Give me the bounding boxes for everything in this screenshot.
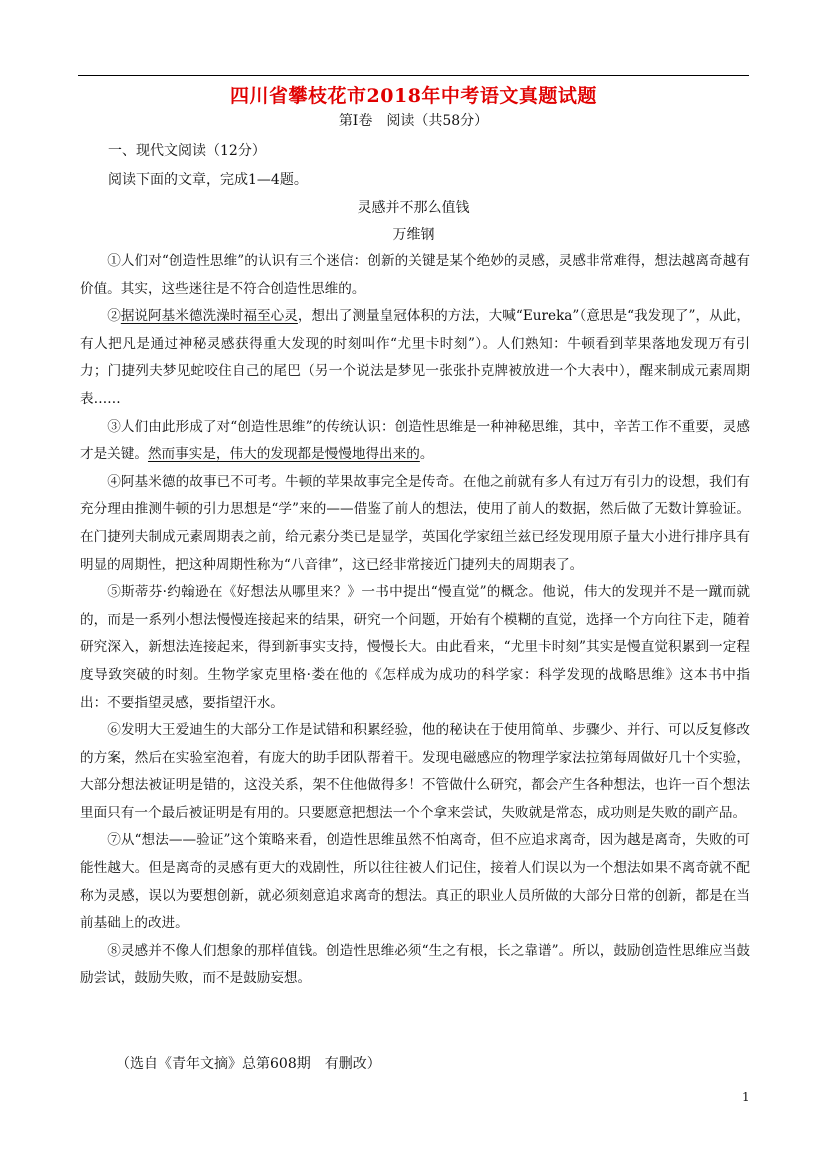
- paragraph-2-number: ②: [107, 308, 121, 325]
- article-title: 灵感并不那么值钱: [357, 200, 470, 216]
- page-number: 1: [742, 1090, 750, 1104]
- paragraph-3-end: 。: [419, 446, 434, 463]
- article-author: 万维钢: [392, 227, 435, 243]
- paragraph-3-text: ③人们由此形成了对“创造性思维”的传统认识：创造性思维是一种神秘思维，其中，辛苦工作不重要，灵感才是关键。: [80, 418, 750, 463]
- paragraph-5: ⑤斯蒂芬·约翰逊在《好想法从哪里来？》一书中提出“慢直觉”的概念。他说，伟大的发现并不是一蹴而就的，而是一系列小想法慢慢连接起来的结果，研究一个问题，开始有个模糊的直觉，选择一个方向往下走，随着研究深入，新想法连接起来，得到新事实支持，慢慢长大。由此看来，“尤里卡时刻”其实是慢直觉积累到一定程度导致突破的时刻。生物学家克里格·娄在他的《怎样成为成功的科学家：科学发现的战略思维》这本书中指出：不要指望灵感，要指望汗水。: [80, 584, 750, 711]
- paragraph-3: [80, 414, 750, 469]
- part-subtitle: 第Ⅰ卷 阅读（共58分）: [338, 113, 489, 129]
- paragraph-1: ①人们对“创造性思维”的认识有三个迷信：创新的关键是某个绝妙的灵感，灵感非常难得，想法越离奇越有价值。其实，这些迷往是不符合创造性思维的。: [80, 253, 750, 297]
- paragraph-7: ⑦从“想法——验证”这个策略来看，创造性思维虽然不怕离奇，但不应追求离奇，因为越是离奇，失败的可能性越大。但是离奇的灵感有更大的戏剧性，所以往往被人们记住，接着人们误以为一个想法如果不离奇就不配称为灵感，误以为要想创新，就必须刻意追求离奇的想法。真正的职业人员所做的大部分日常的创新，都是在当前基础上的改进。: [80, 832, 750, 932]
- paragraph-2: [80, 303, 750, 413]
- paragraph-2-text: ，想出了测量皇冠体积的方法，大喊“Eureka”（意思是“我发现了”，从此，有人把凡是通过神秘灵感获得重大发现的时刻叫作“尤里卡时刻”）。人们熟知：牛顿看到苹果落地发现万有引力；门捷列夫梦见蛇咬住自己的尾巴（另一个说法是梦见一张张扑克牌被放进一个大表中），醒来制成元素周期表……: [80, 308, 751, 407]
- reading-instruction: 阅读下面的文章，完成1—4题。: [108, 172, 308, 188]
- underlined-sentence-archimedes: 据说阿基米德洗澡时福至心灵: [120, 308, 298, 325]
- underlined-sentence-discovery: 然而事实是，伟大的发现都是慢慢地得出来的: [147, 446, 420, 463]
- paragraph-4: ④阿基米德的故事已不可考。牛顿的苹果故事完全是传奇。在他之前就有多人有过万有引力的设想，我们有充分理由推测牛顿的引力思想是“学”来的——借鉴了前人的想法，使用了前人的数据，然后做了无数计算验证。在门捷列夫制成元素周期表之前，给元素分类已是显学，英国化学家纽兰兹已经发现用原子量大小进行排序具有明显的周期性，把这种周期性称为“八音律”，这已经非常接近门捷列夫的周期表了。: [80, 473, 750, 573]
- article-source: （选自《青年文摘》总第608期 有删改）: [116, 1056, 381, 1072]
- paragraph-8: ⑧灵感并不像人们想象的那样值钱。创造性思维必须“生之有根，长之靠谱”。所以，鼓励创造性思维应当鼓励尝试，鼓励失败，而不是鼓励妄想。: [80, 942, 750, 987]
- page-title: 四川省攀枝花市2018年中考语文真题试题: [230, 85, 597, 107]
- paragraph-6: ⑥发明大王爱迪生的大部分工作是试错和积累经验，他的秘诀在于使用简单、步骤少、并行、可以反复修改的方案，然后在实验室泡着，有庞大的助手团队帮着干。发现电磁感应的物理学家法拉第每周做好几十个实验，大部分想法被证明是错的，这没关系，架不住他做得多！不管做什么研究，都会产生各种想法，也许一百个想法里面只有一个最后被证明是有用的。只要愿意把想法一个个拿来尝试，失败就是常态，成功则是失败的副产品。: [80, 722, 750, 821]
- article-body: [80, 248, 750, 993]
- section-heading: 一、现代文阅读（12分）: [108, 143, 266, 159]
- header-rule: [78, 75, 749, 76]
